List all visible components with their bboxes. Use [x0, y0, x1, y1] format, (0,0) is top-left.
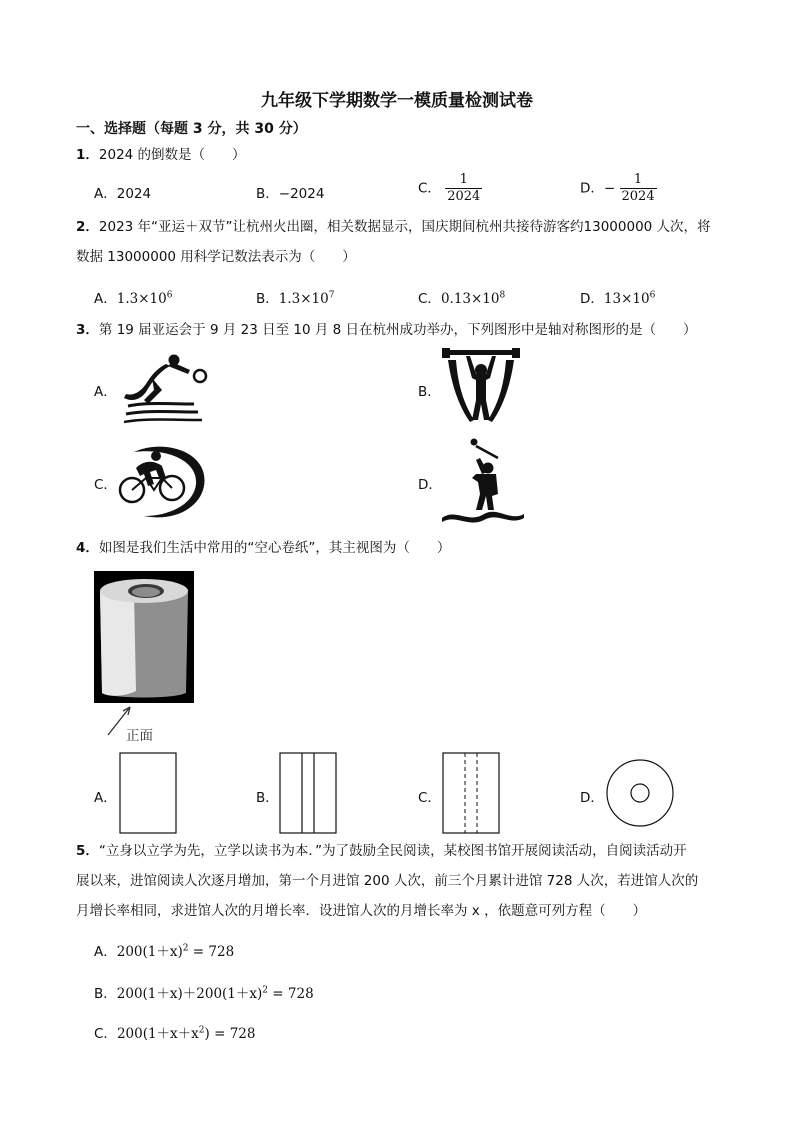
option-label: A．: [94, 944, 117, 960]
q4-option-d[interactable]: D．: [580, 790, 604, 806]
question-text: 2024 的倒数是（ ）: [98, 147, 246, 163]
question-5-line-3: 月增长率相同，求进馆人次的月增长率．设进馆人次的月增长率为 x ，依题意可列方程（ ）: [76, 903, 647, 919]
question-2-line-2: 数据 13000000 用科学记数法表示为（ ）: [76, 249, 356, 265]
option-exponent: 6: [166, 290, 173, 301]
option-label: B．: [256, 291, 279, 307]
golfer-icon: [442, 438, 524, 524]
option-label: D．: [580, 180, 604, 197]
question-3: [76, 315, 697, 345]
minus-sign: −: [603, 180, 616, 197]
q4-option-c[interactable]: C．: [418, 790, 441, 806]
option-equation-rhs: ) = 728: [204, 1026, 256, 1042]
q2-option-d[interactable]: [580, 287, 655, 307]
q2-option-c[interactable]: [418, 287, 505, 307]
option-equation-rhs: = 728: [268, 986, 314, 1002]
question-5: [76, 836, 687, 866]
q4-option-a[interactable]: A．: [94, 790, 117, 806]
q5-option-c[interactable]: [94, 1022, 255, 1042]
option-exponent: 2: [262, 985, 269, 996]
q1-option-a[interactable]: A．2024: [94, 186, 152, 202]
option-exponent: 2: [182, 943, 189, 954]
question-number: 4．: [76, 540, 99, 556]
option-exponent: 6: [649, 290, 656, 301]
q3-option-b[interactable]: B．: [418, 384, 441, 400]
option-equation: 200(1＋x＋x: [116, 1026, 199, 1042]
fraction: [445, 172, 482, 205]
rectangle-view-a: [119, 752, 177, 834]
question-1: [76, 140, 246, 170]
option-label: B．: [94, 986, 117, 1002]
option-label: A．: [94, 291, 117, 307]
option-exponent: 7: [328, 290, 335, 301]
q5-option-a[interactable]: [94, 940, 234, 960]
option-equation: 200(1＋x): [116, 944, 183, 960]
fraction-denominator: 2024: [447, 189, 481, 204]
fraction: [620, 172, 657, 205]
question-4: [76, 533, 450, 563]
question-text-line-1: “立身以立学为先，立学以读书为本．”为了鼓励全民阅读，某校图书馆开展阅读活动，自阅读活动开: [98, 843, 687, 859]
option-label: C．: [418, 291, 441, 307]
option-label: C．: [94, 1026, 117, 1042]
fraction-denominator: 2024: [621, 189, 655, 204]
page-title: 九年级下学期数学一模质量检测试卷: [261, 91, 533, 111]
q1-option-b[interactable]: B．−2024: [256, 186, 325, 202]
q4-option-b[interactable]: B．: [256, 790, 279, 806]
question-2: [76, 212, 711, 242]
option-exponent: 2: [198, 1025, 205, 1036]
q2-option-a[interactable]: [94, 287, 172, 307]
question-number: 3．: [76, 322, 99, 338]
weightlifter-icon: [442, 348, 520, 424]
fraction-numerator: 1: [445, 172, 482, 189]
volleyball-player-icon: [118, 348, 210, 424]
question-number: 5．: [76, 843, 99, 859]
q3-option-d[interactable]: D．: [418, 477, 442, 493]
question-text-line-1: 2023 年“亚运＋双节”让杭州火出圈，相关数据显示，国庆期间杭州共接待游客约13000000 人次，将: [98, 219, 711, 235]
cyclist-icon: [114, 442, 210, 524]
rectangle-view-b: [279, 752, 337, 834]
option-value: 13×10: [603, 291, 650, 307]
option-equation: 200(1＋x)＋200(1＋x): [116, 986, 263, 1002]
front-label: 正面: [126, 728, 153, 744]
fraction-numerator: 1: [620, 172, 657, 189]
option-label: D．: [580, 291, 604, 307]
question-5-line-2: 展以来，进馆阅读人次逐月增加，第一个月进馆 200 人次，前三个月累计进馆 728 人次，若进馆人次的: [76, 873, 699, 889]
question-text: 如图是我们生活中常用的“空心卷纸”，其主视图为（ ）: [98, 540, 451, 556]
q1-option-c[interactable]: [418, 172, 482, 205]
q5-option-b[interactable]: [94, 982, 314, 1002]
rectangle-view-c: [442, 752, 500, 834]
question-number: 2．: [76, 219, 99, 235]
question-number: 1．: [76, 147, 99, 163]
toilet-paper-roll-image: [94, 571, 194, 703]
section-heading: 一、选择题（每题 3 分，共 30 分）: [76, 121, 307, 137]
option-value: 0.13×10: [440, 291, 500, 307]
q1-option-d[interactable]: [580, 172, 657, 205]
q3-option-a[interactable]: A．: [94, 384, 117, 400]
option-value: 1.3×10: [116, 291, 167, 307]
option-value: 1.3×10: [278, 291, 329, 307]
option-label: C．: [418, 180, 441, 197]
circle-view-d: [605, 758, 675, 828]
option-equation-rhs: = 728: [188, 944, 235, 960]
option-exponent: 8: [499, 290, 506, 301]
q2-option-b[interactable]: [256, 287, 334, 307]
q3-option-c[interactable]: C．: [94, 477, 117, 493]
question-text: 第 19 届亚运会于 9 月 23 日至 10 月 8 日在杭州成功举办，下列图形中是轴对称图形的是（ ）: [98, 322, 697, 338]
